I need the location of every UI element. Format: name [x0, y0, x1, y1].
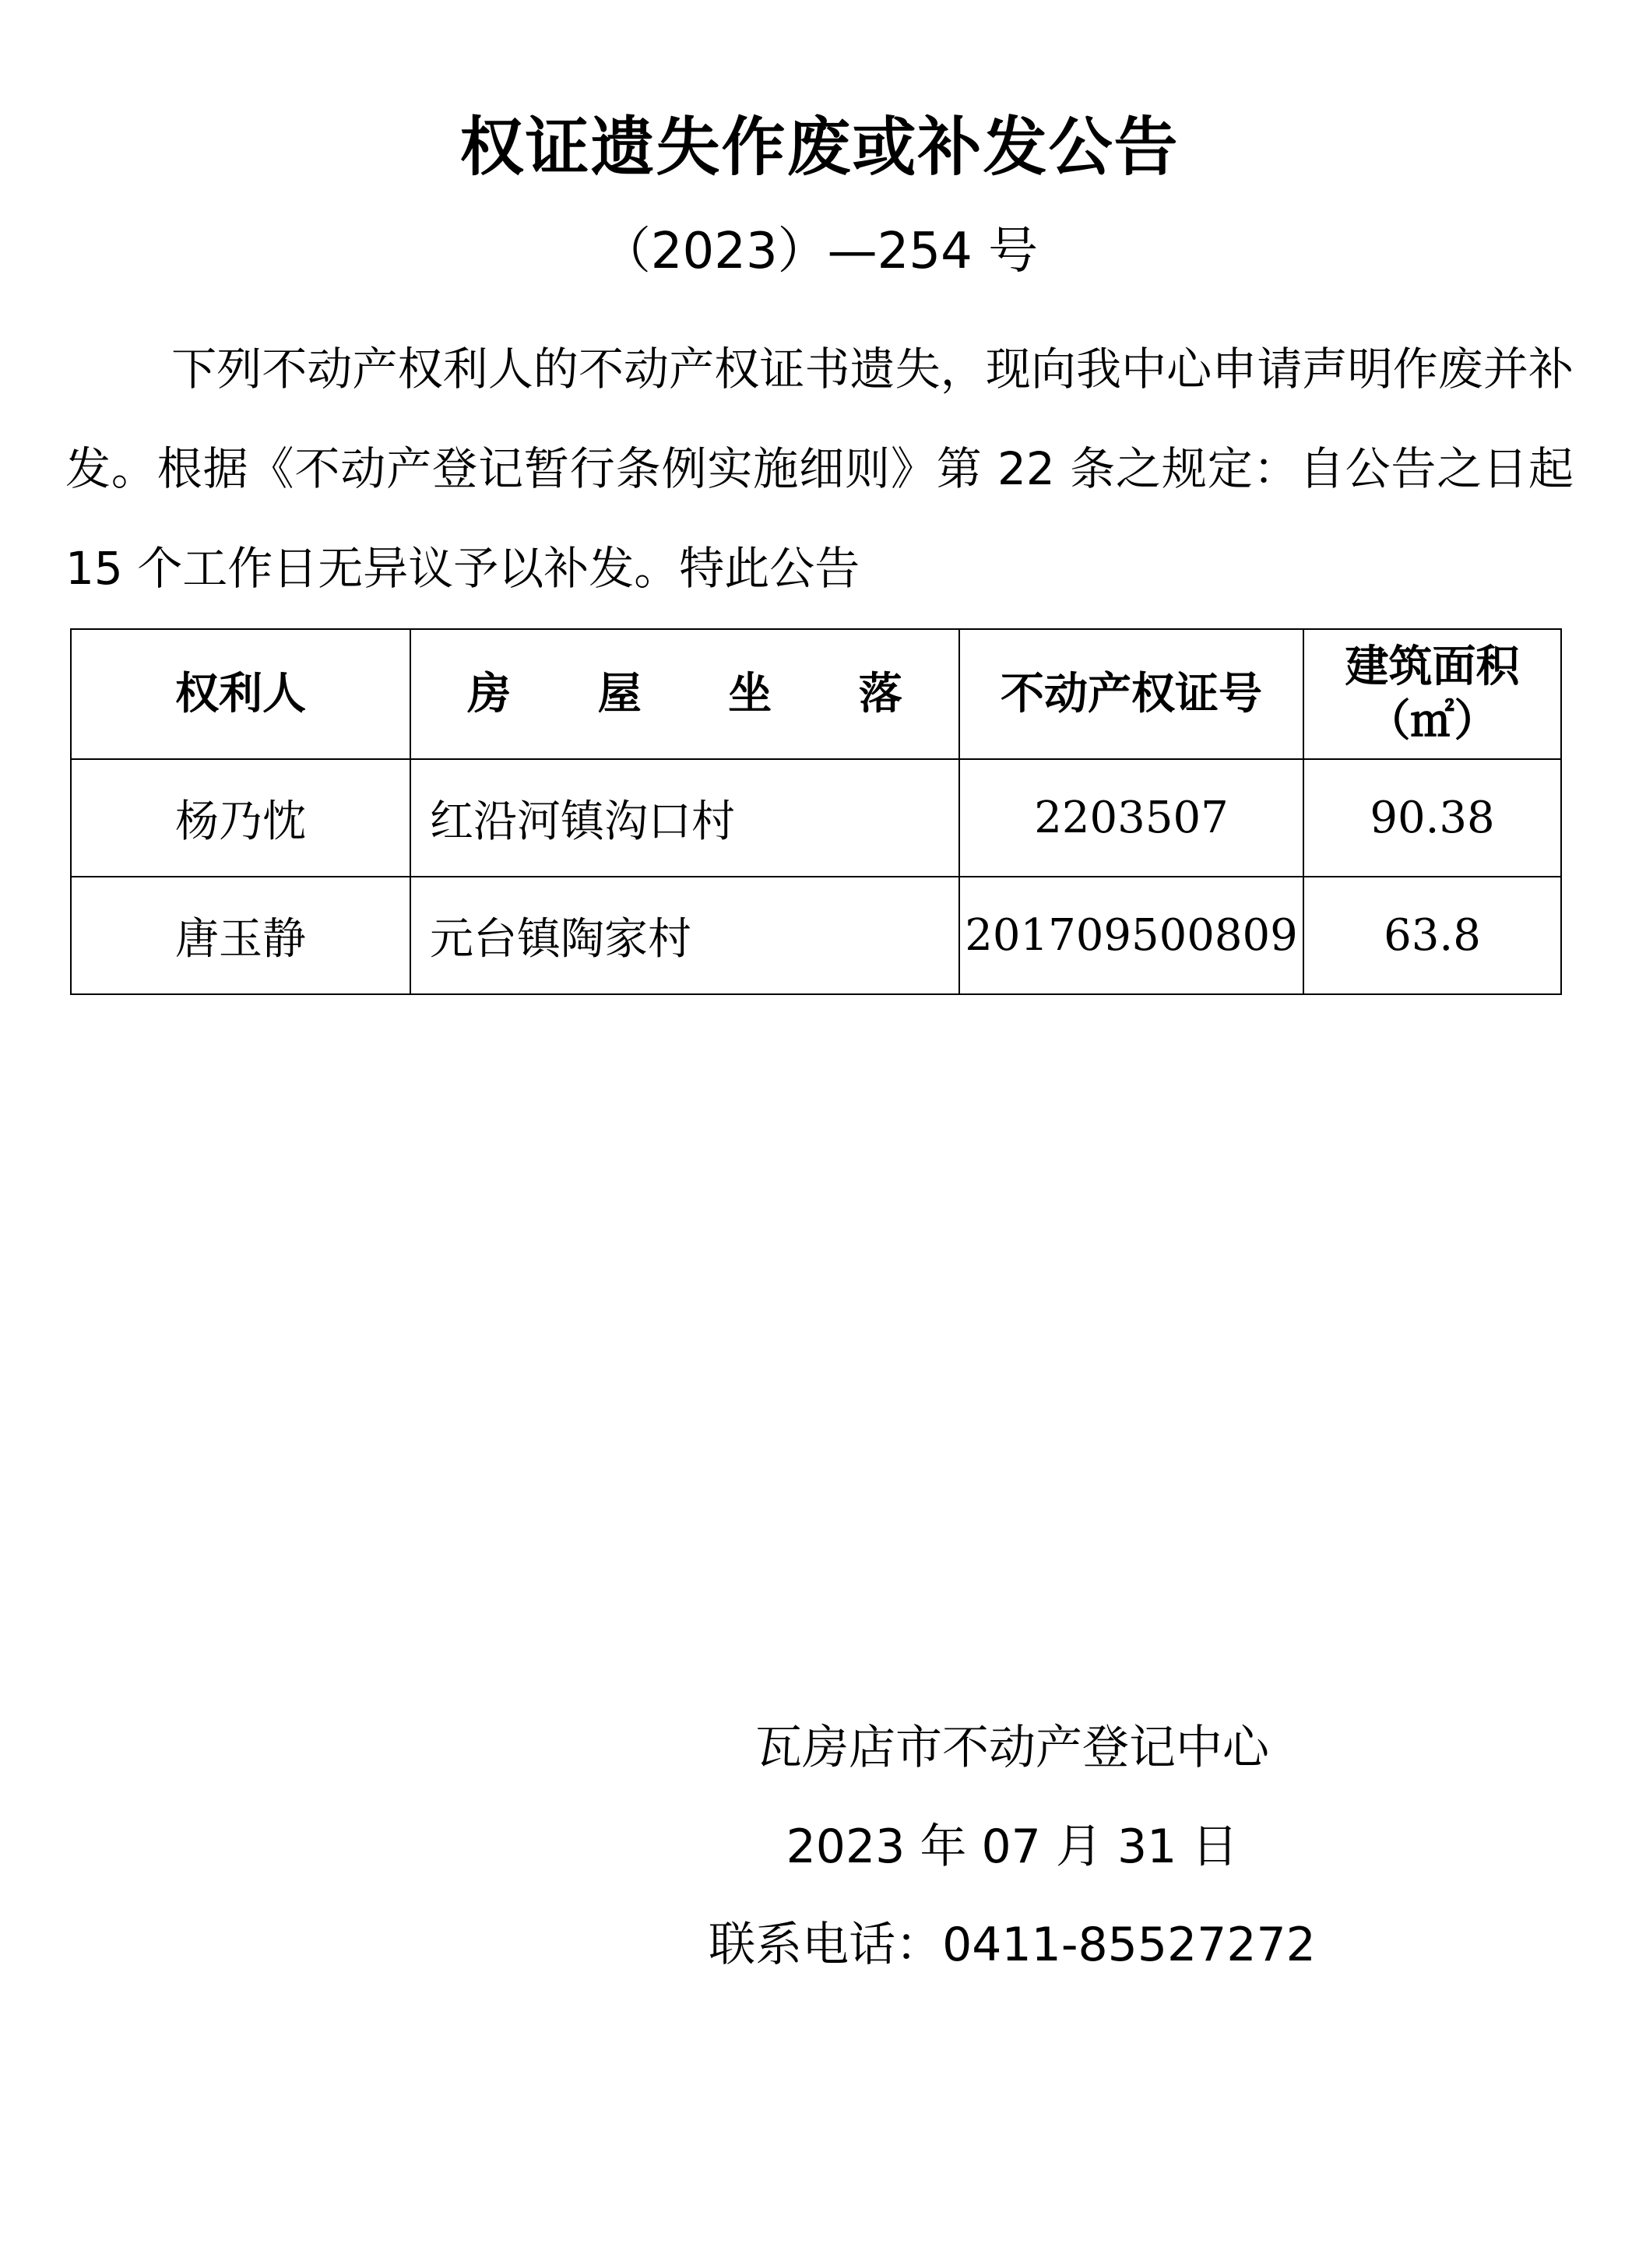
header-area-line2: （㎡） [1366, 695, 1498, 747]
table-row [71, 877, 1561, 994]
cell-owner: 唐玉静 [71, 877, 410, 994]
header-area-line1: 建筑面积 [1345, 641, 1520, 692]
table-header-row [71, 629, 1561, 759]
header-certificate: 不动产权证号 [959, 629, 1303, 759]
cell-owner: 杨乃忱 [71, 759, 410, 877]
cell-area: 90.38 [1303, 759, 1561, 877]
cell-certificate: 2203507 [959, 759, 1303, 877]
issue-date: 2023 年 07 月 31 日 [786, 1820, 1239, 1874]
records-table [70, 628, 1562, 995]
header-owner: 权利人 [71, 629, 410, 759]
header-area [1303, 629, 1561, 759]
cell-area: 63.8 [1303, 877, 1561, 994]
issuing-organization: 瓦房店市不动产登记中心 [755, 1721, 1269, 1775]
notice-body [65, 319, 1574, 618]
header-location [410, 629, 959, 759]
cell-certificate: 201709500809 [959, 877, 1303, 994]
header-location-label: 房 屋 坐 落 [467, 668, 938, 719]
notice-body-text: 下列不动产权利人的不动产权证书遗失，现向我中心申请声明作废并补发。根据《不动产登记暂行条例实施细则》第 22 条之规定：自公告之日起 15 个工作日无异议予以补发。特此公告 [65, 343, 1574, 595]
table-row [71, 759, 1561, 877]
notice-number: （2023）—254 号 [600, 223, 1039, 280]
cell-location: 元台镇陶家村 [410, 877, 959, 994]
contact-phone: 联系电话：0411-85527272 [709, 1918, 1316, 1972]
cell-location: 红沿河镇沟口村 [410, 759, 959, 877]
notice-title: 权证遗失作废或补发公告 [459, 111, 1180, 185]
